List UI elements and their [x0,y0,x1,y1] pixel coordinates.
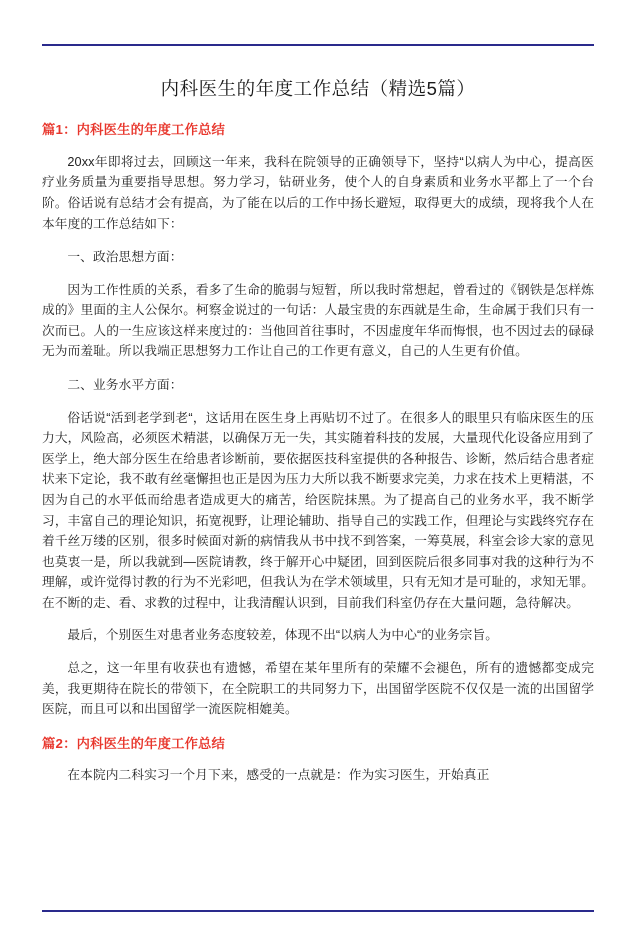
document-page [0,44,636,944]
section-heading-2: 篇2：内科医生的年度工作总结 [42,735,226,751]
subsection-heading-professional: 二、业务水平方面： [67,378,183,393]
paragraph-political-thought: 因为工作性质的关系，看多了生命的脆弱与短暂，所以我时常想起，曾看过的《钢铁是怎样炼成的》里面的主人公保尔。柯察金说过的一句话：人最宝贵的东西就是生命，生命属于我们只有一次而已。人的一生应该这样来度过的：当他回首往事时，不因虚度年华而悔恨，也不因过去的碌碌无为而羞耻。所以我端正思想努力工作让自己的工作更有意义，自己的人生更有价值。 [42,282,594,359]
paragraph-intro: 20xx年即将过去，回顾这一年来，我科在院领导的正确领导下，坚持“以病人为中心，提高医疗业务质量为重要指导思想。努力学习，钻研业务，使个人的自身素质和业务水平都上了一个台阶。俗话说有总结才会有提高，为了能在以后的工作中扬长避短，取得更大的成绩，现将我个人在本年度的工作总结如下： [42,154,594,231]
top-divider-rule [42,44,594,46]
page-title: 内科医生的年度工作总结（精选5篇） [160,78,476,99]
paragraph-professional-level: 俗话说“活到老学到老“，这话用在医生身上再贴切不过了。在很多人的眼里只有临床医生的压力大，风险高，必须医术精湛，以确保万无一失，其实随着科技的发展，大量现代化设备应用到了医学上，绝大部分医生在给患者诊断前，要依据医技科室提供的各种报告、诊断，然后结合患者症状来下定论，我不敢有丝毫懈担也正是因为压力大所以我不断要求完美，力求在技术上更精湛，不因为自己的水平低而给患者造成更大的痛苦，给医院抹黑。为了提高自己的业务水平，我不断学习，丰富自己的理论知识，拓宽视野，让理论辅助、指导自己的实践工作，但理论与实践终究存在着千丝万缕的区别，很多时候面对新的病情我从书中找不到答案，一筹莫展，科室会诊大家的意见也莫衷一是，所以我就到—医院请教，终于解开心中疑团，回到医院后很多同事对我的这种行为不理解，或许觉得讨教的行为不光彩吧，但我认为在学术领域里，只有无知才是可耻的，求知无罪。在不断的走、看、求教的过程中，让我清醒认识到，目前我们科室仍存在大量问题，急待解决。 [42,410,594,610]
paragraph-conclusion: 总之，这一年里有收获也有遗憾，希望在某年里所有的荣耀不会褪色，所有的遗憾都变成完美，我更期待在院长的带领下，在全院职工的共同努力下，出国留学医院不仅仅是一流的出国留学医院，而且可以和出国留学一流医院相媲美。 [42,660,594,717]
subsection-heading-political: 一、政治思想方面： [67,250,183,265]
paragraph-section2-intro: 在本院内二科实习一个月下来，感受的一点就是：作为实习医生，开始真正 [67,767,490,782]
bottom-divider-rule [42,910,594,912]
paragraph-final-note: 最后，个别医生对患者业务态度较差，体现不出“以病人为中心“的业务宗旨。 [67,628,499,643]
section-heading-1: 篇1：内科医生的年度工作总结 [42,121,226,137]
